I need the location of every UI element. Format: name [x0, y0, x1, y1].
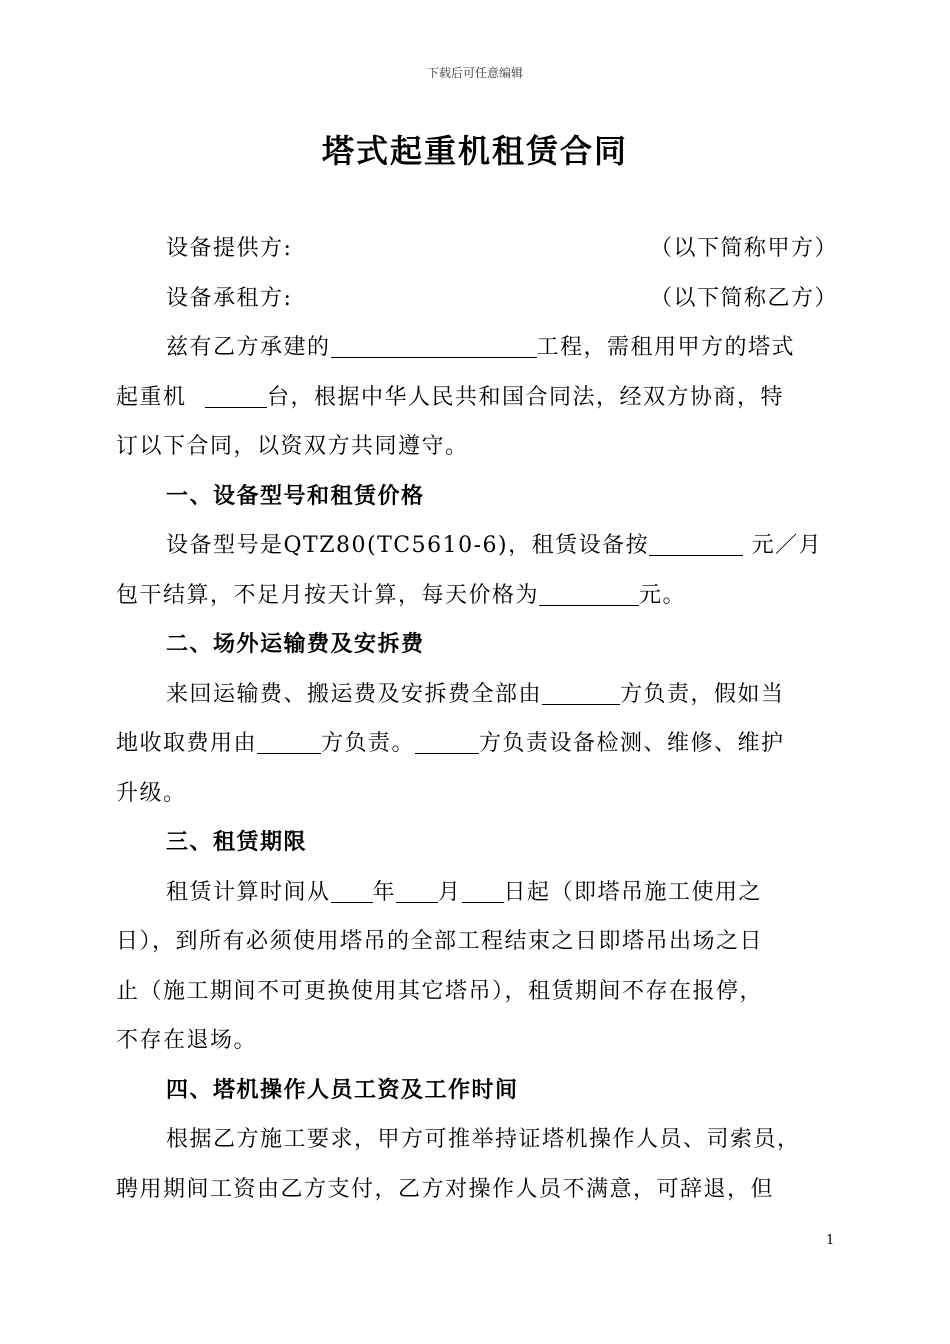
party-a-line [116, 224, 838, 274]
section-3-heading: 三、租赁期限 [166, 829, 308, 855]
section-3-line-4: 不存在退场。 [116, 1028, 258, 1053]
section-3-line-3: 止（施工期间不可更换使用其它塔吊），租赁期间不存在报停， [116, 978, 764, 1004]
section-4-heading: 四、塔机操作人员工资及工作时间 [166, 1076, 519, 1103]
monthly-price-blank [649, 533, 743, 556]
section-2-line-1: 来回运输费、搬运费及安拆费全部由 方负责，假如当 [166, 681, 785, 707]
intro-line-3: 订以下合同，以资双方共同遵守。 [116, 434, 469, 459]
party-a-label: 设备提供方: [166, 236, 293, 261]
year-blank [331, 880, 373, 903]
page-header: 下载后可任意编辑 [426, 66, 523, 80]
day-blank [462, 880, 504, 903]
page-number: 1 [826, 1233, 835, 1248]
project-name-blank [331, 335, 537, 358]
section-1-line-2: 包干结算，不足月按天计算，每天价格为 元。 [116, 582, 687, 608]
crane-count-blank [205, 385, 267, 408]
local-fee-party-blank [257, 731, 321, 754]
maintenance-party-blank [415, 731, 479, 754]
section-2-line-3: 升级。 [116, 780, 187, 806]
month-blank [396, 880, 438, 903]
section-1-heading: 一、设备型号和租赁价格 [166, 482, 425, 509]
section-4-line-2: 聘用期间工资由乙方支付，乙方对操作人员不满意，可辞退，但 [116, 1176, 775, 1202]
party-b-note: （以下简称乙方） [649, 285, 838, 311]
party-b-line [116, 274, 838, 324]
contract-body [116, 224, 838, 1214]
intro-line-1: 兹有乙方承建的 工程，需租用甲方的塔式 [166, 335, 796, 360]
party-a-note: （以下简称甲方） [649, 236, 838, 261]
section-4-line-1: 根据乙方施工要求，甲方可推举持证塔机操作人员、司索员， [166, 1127, 801, 1152]
party-b-label: 设备承租方: [166, 285, 293, 311]
daily-price-blank [539, 583, 639, 606]
transport-party-blank [542, 682, 620, 705]
page-title: 塔式起重机租赁合同 [321, 132, 628, 170]
intro-line-2: 起重机 台，根据中华人民共和国合同法，经双方协商，特 [116, 384, 785, 410]
section-2-heading: 二、场外运输费及安拆费 [166, 631, 425, 657]
section-3-line-2: 日），到所有必须使用塔吊的全部工程结束之日即塔吊出场之日 [116, 929, 764, 954]
section-1-line-1: 设备型号是QTZ80(TC5610-6)，租赁设备按 元／月 [166, 533, 823, 558]
section-3-line-1: 租赁计算时间从 年 月 日起（即塔吊施工使用之 [166, 879, 763, 905]
section-2-line-2: 地收取费用由 方负责。 方负责设备检测、维修、维护 [116, 731, 785, 756]
